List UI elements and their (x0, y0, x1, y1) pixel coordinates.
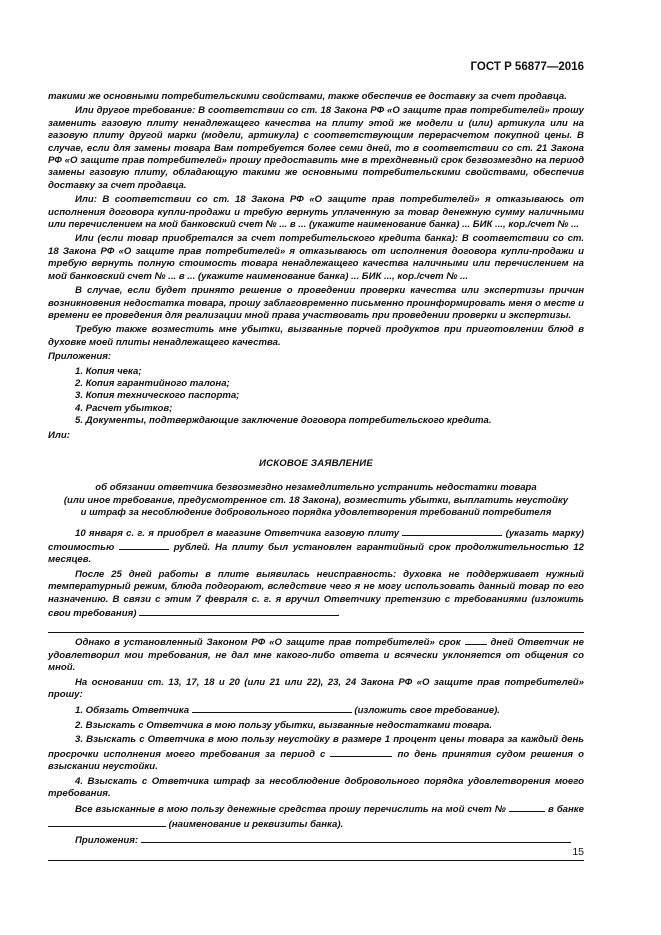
text: (наименование и реквизиты банка). (168, 818, 344, 830)
text: После 25 дней работы в плите выявилась неисправность: духовка не поддерживает нужный температурный режим, блюда подгорают, вследствие чего я не могу использовать данный товар по его назначению. В связи с этим 7 февраля с. г. я вручил Ответчику претензию с требованиями (изложить свои требования) (48, 568, 584, 620)
blank-line (330, 747, 392, 757)
blank-line (119, 540, 169, 550)
list-item: 4. Расчет убытков; (75, 402, 173, 414)
page-number: 15 (572, 846, 584, 858)
blank-line (141, 833, 571, 843)
blank-line (509, 802, 545, 812)
paragraph: Или другое требование: В соответствии со ст. 18 Закона РФ «О защите прав потребителей» прошу заменить газовую плиту ненадлежащего качества на плиту этой же модели и (или) артикула или на газовую плиту другой марки (модели, артикула) с соответствующим перерасчетом покупной цены. В случае, если для замены товара Вам потребуется более семи дней, то в соответствии со ст. 21 Закона РФ «О защите прав потребителей» прошу предоставить мне в трехдневный срок безвозмездно на период замены газовую плиту, обладающую такими же основными потребительскими свойствами, обеспечив доставку за счет продавца. (48, 105, 584, 191)
text: рублей. На плиту был установлен гарантийный срок продолжительностью 12 месяцев. (48, 542, 584, 566)
paragraph: Или: В соответствии со ст. 18 Закона РФ «О защите прав потребителей» я отказываюсь от исполнения договора купли-продажи и требую вернуть уплаченную за товар денежную сумму наличными или перечислением на мой банковский счет № ... в ... (укажите наименование банка) ... БИК ..., кор./счет № ... (48, 194, 584, 231)
paragraph (48, 833, 584, 847)
blank-line (465, 635, 487, 645)
text: Однако в установленный Законом РФ «О защите прав потребителей» срок (75, 637, 461, 649)
blank-line (48, 850, 584, 861)
text: в банке (547, 804, 584, 816)
claim-title: ИСКОВОЕ ЗАЯВЛЕНИЕ (259, 457, 373, 469)
blank-line (48, 622, 584, 633)
claim-subtitle: и штраф за несоблюдение добровольного порядка удовлетворения требований потребителя (80, 507, 552, 519)
attachments-heading: Приложения: (48, 351, 112, 363)
paragraph: Или (если товар приобретался за счет потребительского кредита банка): В соответствии со ст. 18 Закона РФ «О защите прав потребителей» я отказываюсь от исполнения договора купли-продажи и требую вернуть полную стоимость товара ненадлежащего качества наличными или перечислением на мой банковский счет № ... в ... (укажите наименование банка) ... БИК ..., кор./счет № ... (48, 233, 584, 282)
blank-line (192, 703, 352, 713)
text: Все взысканные в мою пользу денежные средства прошу перечислить на мой счет № (75, 804, 507, 816)
text: (изложить свое требование). (354, 705, 500, 717)
standard-number: ГОСТ Р 56877—2016 (470, 61, 584, 73)
paragraph: В случае, если будет принято решение о проведении проверки качества или экспертизы причин возникновения недостатка товара, прошу заблаговременно письменно проинформировать меня о месте и времени ее проведения для реализации мной права участвовать при проведении проверки и экспертизы. (48, 285, 584, 321)
paragraph (48, 734, 584, 773)
list-item: 5. Документы, подтверждающие заключение договора потребительского кредита. (75, 415, 492, 427)
paragraph: 2. Взыскать с Ответчика в мою пользу убытки, вызванные недостатками товара. (75, 719, 493, 731)
or-label: Или: (48, 429, 70, 441)
text: 10 января с. г. я приобрел в магазине Ответчика газовую плиту (75, 527, 400, 539)
text: 1. Обязать Ответчика (75, 705, 190, 717)
list-item: 2. Копия гарантийного талона; (75, 377, 230, 389)
list-item: 3. Копия технического паспорта; (75, 390, 240, 402)
paragraph (48, 802, 584, 831)
blank-line (139, 606, 339, 616)
paragraph (48, 526, 584, 567)
paragraph (48, 635, 584, 674)
text: по день принятия судом решения о взыскании неустойки. (48, 748, 584, 773)
paragraph (48, 703, 584, 717)
paragraph: 4. Взыскать с Ответчика штраф за несоблюдение добровольного порядка удовлетворения моего требования. (48, 775, 584, 799)
paragraph: Требую также возместить мне убытки, вызванные порчей продуктов при приготовлении блюд в духовке моей плиты ненадлежащего качества. (48, 324, 584, 348)
list-item: 1. Копия чека; (75, 365, 142, 377)
blank-line (402, 526, 502, 536)
document-body (48, 91, 584, 863)
text: дней Ответчик не удовлетворил мои требования, не дал мне какого-либо ответа и всячески уклоняется от общения со мной. (48, 637, 584, 674)
claim-subtitle: (или иное требование, предусмотренное ст. 18 Закона), возместить убытки, выплатить неустойку (63, 494, 569, 506)
text: (указать марку) стоимостью (48, 527, 585, 553)
paragraph: На основании ст. 13, 17, 18 и 20 (или 21 или 22), 23, 24 Закона РФ «О защите прав потребителей» прошу: (48, 676, 584, 701)
text: 3. Взыскать с Ответчика в мою пользу неустойку в размере 1 процент цены товара за каждый день просрочки исполнения моего требования за период с (48, 734, 584, 760)
paragraph (48, 569, 584, 621)
text: Приложения: (75, 835, 139, 847)
paragraph: такими же основными потребительскими свойствами, также обеспечив ее доставку за счет продавца. (48, 91, 567, 102)
attachments-list (75, 366, 584, 428)
claim-subtitle: об обязании ответчика безвозмездно незамедлительно устранить недостатки товара (95, 482, 537, 494)
blank-line (48, 817, 166, 827)
